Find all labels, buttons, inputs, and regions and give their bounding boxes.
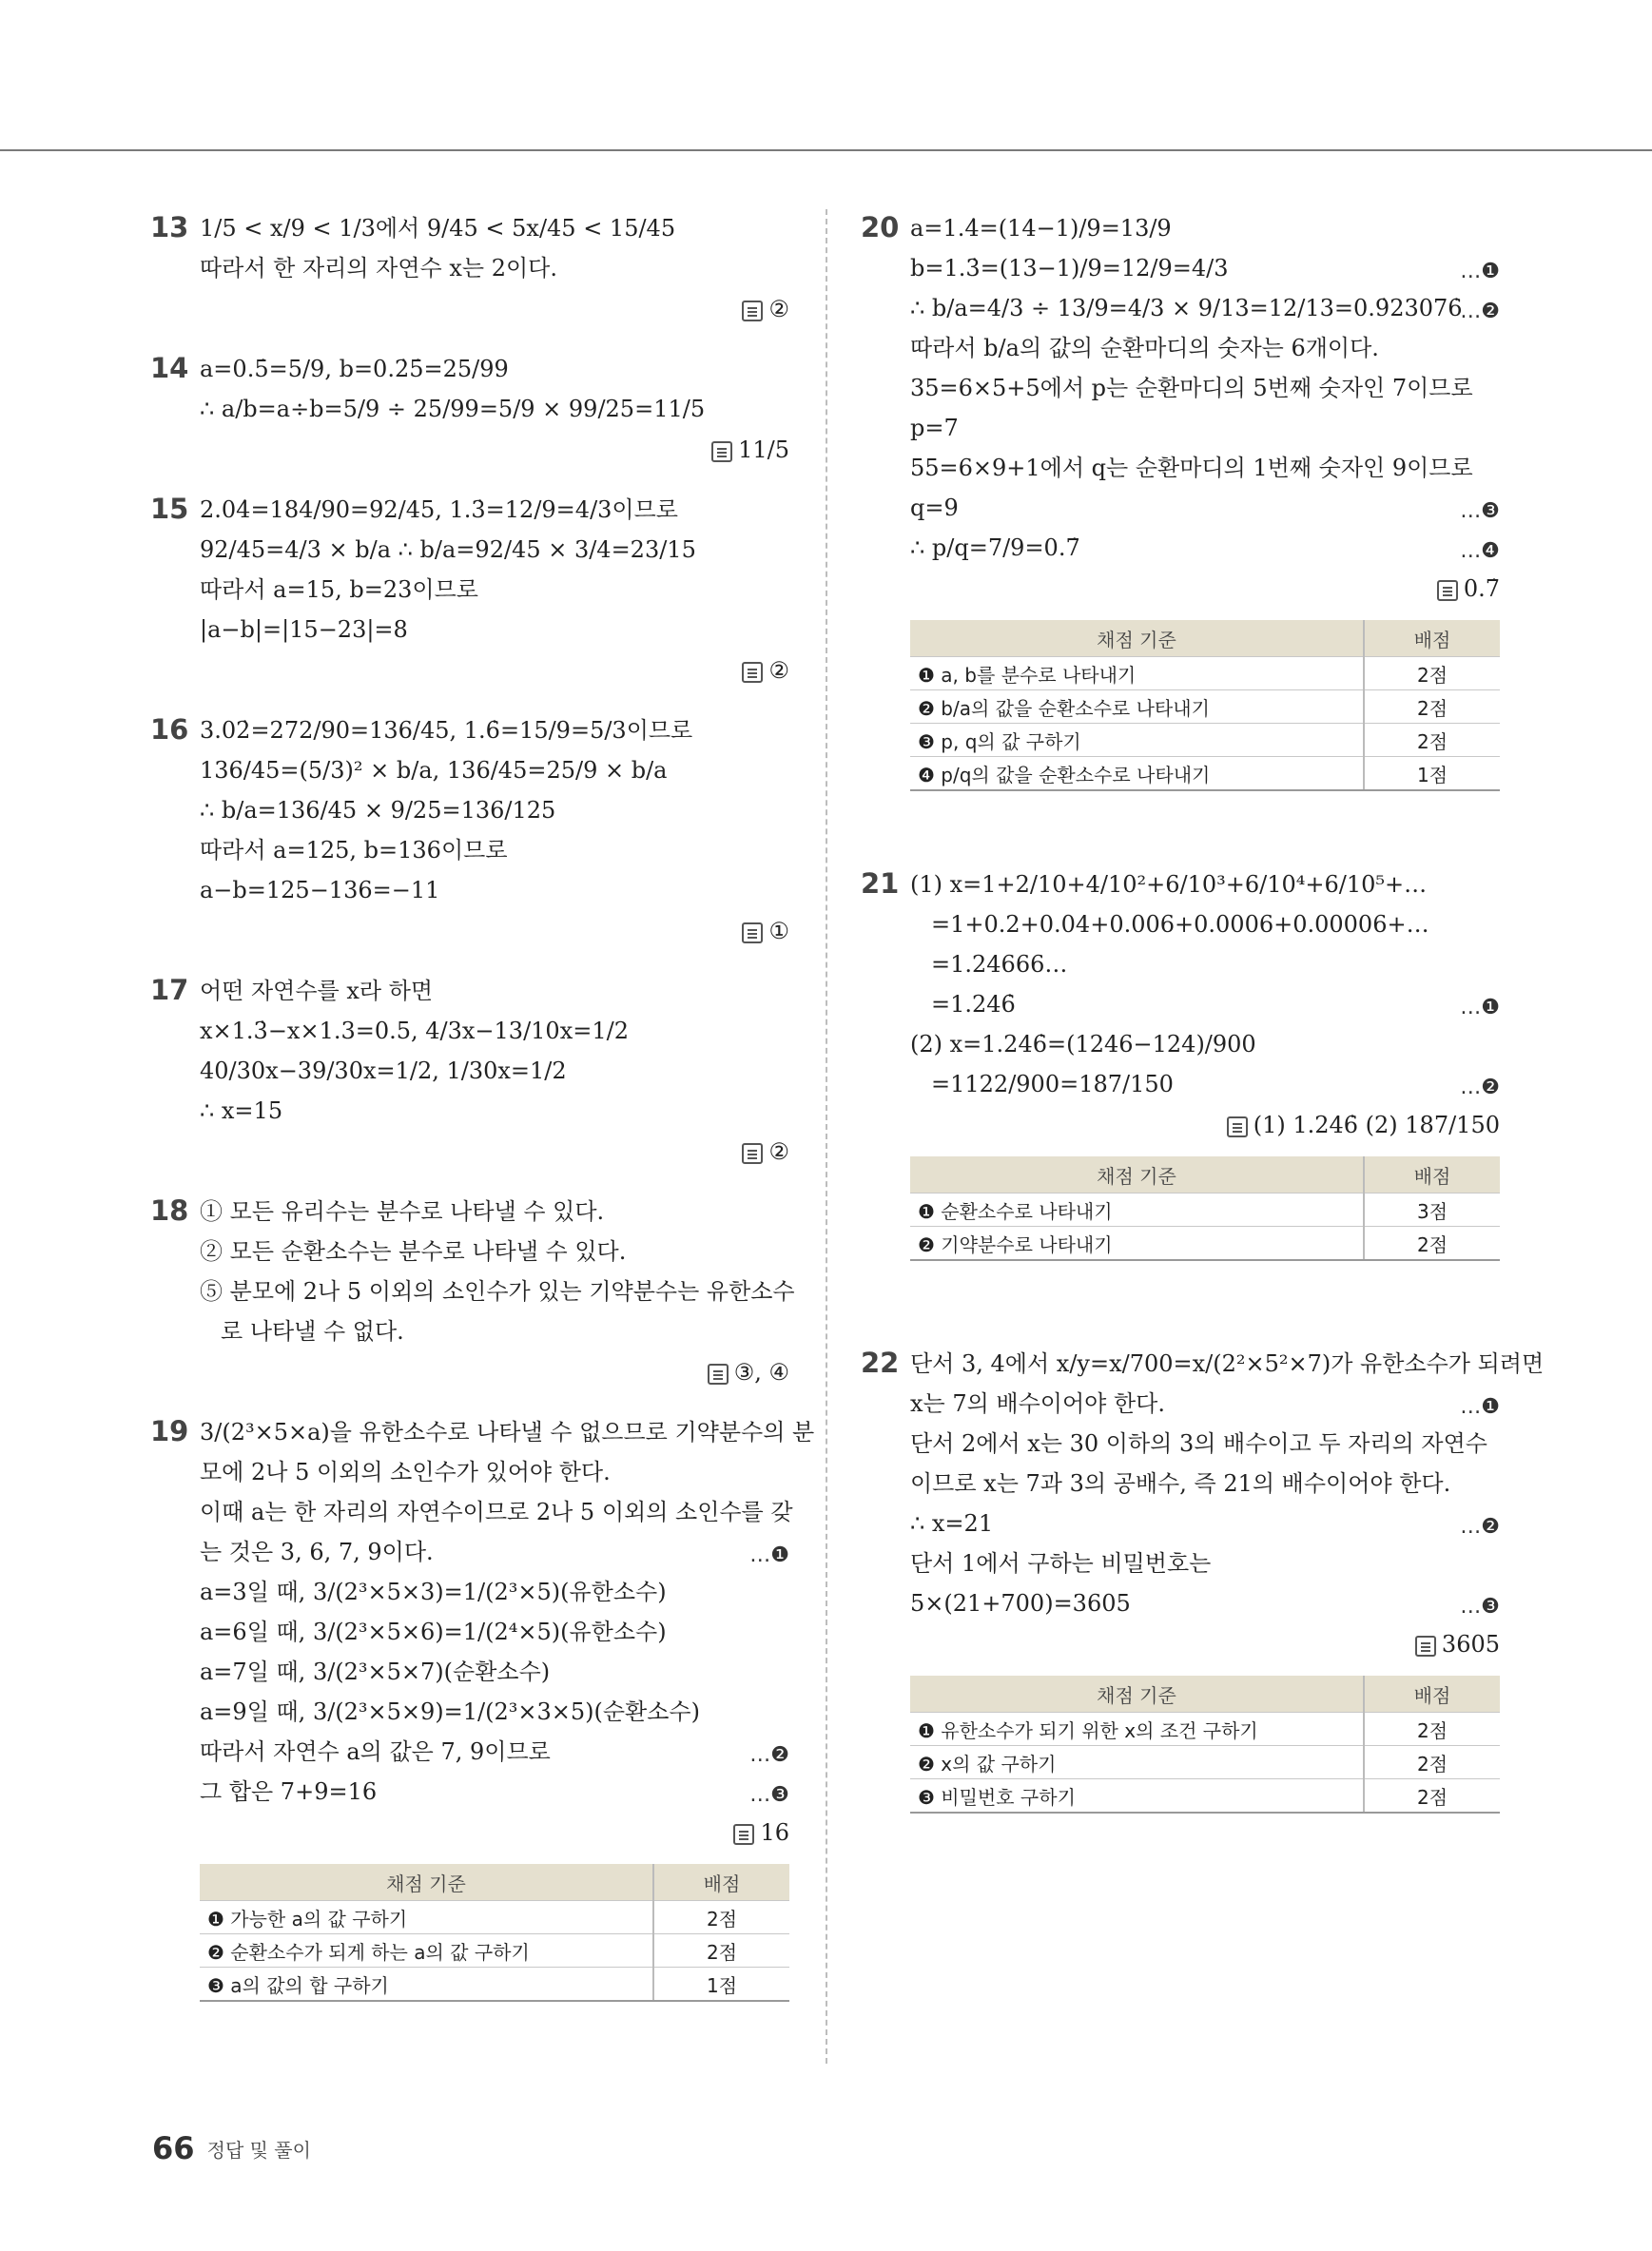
grading-table (910, 620, 1500, 791)
step-marker: …❶ (749, 1543, 789, 1567)
header-rule (0, 149, 1652, 151)
solution-text: 35=6×5+5에서 p는 순환마디의 5번째 숫자인 7이므로 (910, 375, 1473, 401)
solution-text: 단서 3, 4에서 x/y=x/700=x/(2²×5²×7)가 유한소수가 되려면 (910, 1350, 1545, 1377)
criterion-label: ❶ 가능한 a의 값 구하기 (200, 1901, 653, 1934)
problem-number: 15 (150, 493, 189, 525)
criterion-label: ❷ x의 값 구하기 (910, 1746, 1364, 1779)
problem-number: 21 (861, 867, 900, 900)
solution-line (910, 987, 1500, 1027)
solution-text: a=0.5̇=5/9, b=0.2̇5̇=25/99 (200, 356, 509, 382)
problem-number: 14 (150, 352, 189, 384)
solution-text: q=9 (910, 495, 959, 521)
answer-icon (1227, 1116, 1248, 1137)
table-row (910, 757, 1500, 791)
solution-line (200, 1274, 795, 1314)
solution-text: 는 것은 3, 6, 7, 9이다. (200, 1539, 434, 1565)
problem-number: 13 (150, 211, 189, 243)
solution-line (910, 1347, 1545, 1387)
table-row (910, 1713, 1500, 1746)
solution-text: 이때 a는 한 자리의 자연수이므로 2나 5 이외의 소인수를 갖 (200, 1499, 793, 1525)
table-row (200, 1968, 789, 2002)
answer-icon (742, 301, 763, 321)
problem-21 (861, 867, 1500, 1261)
solution-text: 따라서 b/a의 값의 순환마디의 숫자는 6개이다. (910, 335, 1379, 361)
solution-text: 그 합은 7+9=16 (200, 1778, 378, 1805)
solution-line (200, 1575, 789, 1615)
answer-icon (742, 662, 763, 683)
solution-line (200, 1194, 789, 1234)
solution-text: 3/(2³×5×a)을 유한소수로 나타낼 수 없으므로 기약분수의 분 (200, 1419, 815, 1446)
solution-line (910, 211, 1500, 251)
step-marker: …❸ (749, 1783, 789, 1807)
answer (200, 1814, 789, 1851)
solution-line (200, 753, 789, 793)
solution-body (200, 974, 789, 1170)
solution-line (910, 1546, 1500, 1586)
criterion-points: 2점 (1364, 1713, 1500, 1746)
problem-18 (150, 1194, 795, 1390)
criterion-label: ❸ p, q의 값 구하기 (910, 724, 1364, 757)
solution-line (200, 1314, 789, 1354)
answer (200, 913, 789, 949)
solution-body (200, 352, 789, 468)
solution-text: =1.24666… (931, 951, 1068, 978)
solution-text: 이므로 x는 7과 3의 공배수, 즉 21의 배수이어야 한다. (910, 1470, 1451, 1497)
solution-text: 2.04̇=184/90=92/45, 1.3̇=12/9=4/3이므로 (200, 496, 678, 523)
solution-text: ∴ b/a=4/3 ÷ 13/9=4/3 × 9/13=12/13=0.9̇23076̇ (910, 295, 1463, 321)
answer-text: ② (768, 296, 789, 322)
solution-line (200, 493, 789, 533)
criterion-points: 2점 (1364, 1779, 1500, 1814)
problem-number: 18 (150, 1194, 189, 1227)
solution-text: =1.246̇ (931, 991, 1016, 1018)
problem-17 (150, 974, 789, 1170)
solution-text: 로 나타낼 수 없다. (221, 1318, 404, 1345)
answer (200, 1354, 789, 1390)
answer-text: 16 (760, 1819, 789, 1846)
answer-text: (1) 1.246̇ (2) 187/150 (1253, 1112, 1500, 1138)
solution-text: a=7일 때, 3/(2³×5×7)(순환소수) (200, 1659, 551, 1685)
solution-line (910, 411, 1500, 451)
solution-line (200, 572, 789, 612)
grading-header: 배점 (1364, 1676, 1500, 1713)
criterion-points: 1점 (653, 1968, 789, 2002)
grading-header: 채점 기준 (910, 1676, 1364, 1713)
solution-text: a−b=125−136=−11 (200, 877, 440, 903)
solution-body (910, 1347, 1545, 1814)
grading-header-row (910, 1676, 1500, 1713)
solution-line (200, 1735, 789, 1775)
answer-text: ① (768, 918, 789, 944)
table-row (910, 724, 1500, 757)
solution-text: ② 모든 순환소수는 분수로 나타낼 수 있다. (200, 1238, 627, 1265)
answer-icon (1437, 580, 1458, 601)
solution-text: 따라서 한 자리의 자연수 x는 2이다. (200, 255, 557, 281)
step-marker: …❷ (1460, 1076, 1500, 1099)
solution-text: 1/5 < x/9 < 1/3에서 9/45 < 5x/45 < 15/45 (200, 215, 676, 242)
solution-text: 모에 2나 5 이외의 소인수가 있어야 한다. (200, 1459, 611, 1485)
left-column (150, 211, 815, 2027)
step-marker: …❶ (1460, 260, 1500, 283)
solution-line (200, 713, 789, 753)
solution-line (910, 1027, 1500, 1067)
criterion-points: 2점 (1364, 1746, 1500, 1779)
solution-line (200, 251, 789, 291)
solution-line (910, 371, 1500, 411)
answer (910, 571, 1500, 607)
solution-body (200, 493, 789, 689)
solution-text: ∴ x=15 (200, 1097, 283, 1124)
solution-text: 92/45=4/3 × b/a ∴ b/a=92/45 × 3/4=23/15 (200, 536, 696, 563)
solution-text: =1122/900=187/150 (931, 1071, 1174, 1097)
criterion-points: 3점 (1364, 1193, 1500, 1227)
answer (910, 1626, 1500, 1662)
problem-14 (150, 352, 789, 468)
step-marker: …❹ (1460, 539, 1500, 563)
solution-line (910, 1586, 1500, 1626)
solution-line (910, 1067, 1500, 1107)
grading-header: 배점 (1364, 620, 1500, 657)
solution-text: 따라서 a=125, b=136이므로 (200, 837, 508, 864)
solution-text: ∴ p/q=7/9=0.7̇ (910, 534, 1080, 561)
step-marker: …❸ (1460, 1595, 1500, 1619)
grading-header: 채점 기준 (200, 1864, 653, 1901)
criterion-points: 2점 (653, 1934, 789, 1968)
solution-line (200, 1415, 815, 1455)
grading-header: 채점 기준 (910, 1156, 1364, 1193)
solution-line (200, 873, 789, 913)
step-marker: …❸ (1460, 499, 1500, 523)
solution-line (200, 974, 789, 1014)
criterion-points: 2점 (1364, 657, 1500, 690)
solution-text: 40/30x−39/30x=1/2, 1/30x=1/2 (200, 1058, 567, 1084)
solution-line (910, 531, 1500, 571)
solution-line (910, 291, 1500, 331)
criterion-label: ❸ a의 값의 합 구하기 (200, 1968, 653, 2002)
solution-line (200, 1094, 789, 1134)
footer-label: 정답 및 풀이 (206, 2138, 311, 2162)
criterion-label: ❸ 비밀번호 구하기 (910, 1779, 1364, 1814)
solution-line (910, 1387, 1500, 1426)
step-marker: …❶ (1460, 996, 1500, 1019)
table-row (910, 1193, 1500, 1227)
solution-text: p=7 (910, 415, 959, 441)
solution-line (910, 251, 1500, 291)
solution-text: ∴ x=21 (910, 1510, 994, 1537)
grading-header: 배점 (1364, 1156, 1500, 1193)
answer-icon (742, 922, 763, 943)
problem-20 (861, 211, 1500, 791)
table-row (910, 657, 1500, 690)
solution-text: ∴ a/b=a÷b=5/9 ÷ 25/99=5/9 × 99/25=11/5 (200, 396, 706, 422)
solution-body (200, 1415, 815, 2002)
solution-text: ⑤ 분모에 2나 5 이외의 소인수가 있는 기약분수는 유한소수 (200, 1278, 795, 1305)
solution-line (200, 1615, 789, 1655)
solution-text: 따라서 a=15, b=23이므로 (200, 576, 478, 603)
solution-line (200, 352, 789, 392)
table-row (910, 1746, 1500, 1779)
problem-number: 17 (150, 974, 189, 1006)
solution-text: a=3일 때, 3/(2³×5×3)=1/(2³×5)(유한소수) (200, 1579, 667, 1605)
solution-body (910, 211, 1500, 791)
solution-body (200, 211, 789, 327)
problem-number: 16 (150, 713, 189, 746)
table-row (910, 1227, 1500, 1261)
column-divider (826, 209, 827, 2064)
solution-line (910, 947, 1500, 987)
grading-table (910, 1156, 1500, 1261)
solution-line (910, 451, 1500, 491)
solution-text: b=1.3̇=(13−1)/9=12/9=4/3 (910, 255, 1229, 281)
problem-19 (150, 1415, 815, 2002)
solution-line (200, 1655, 789, 1695)
solution-text: (1) x=1+2/10+4/10²+6/10³+6/10⁴+6/10⁵+… (910, 871, 1428, 898)
solution-line (200, 1054, 789, 1094)
page-footer (152, 2130, 311, 2166)
step-marker: …❷ (1460, 1515, 1500, 1539)
answer-icon (733, 1824, 754, 1845)
solution-line (910, 1426, 1500, 1466)
grading-header-row (910, 1156, 1500, 1193)
solution-text: 단서 2에서 x는 30 이하의 3의 배수이고 두 자리의 자연수 (910, 1430, 1487, 1457)
solution-line (200, 1234, 789, 1274)
right-column (861, 211, 1545, 1838)
solution-text: |a−b|=|15−23|=8 (200, 616, 408, 643)
solution-text: ① 모든 유리수는 분수로 나타낼 수 있다. (200, 1198, 605, 1225)
solution-line (200, 1495, 793, 1535)
solution-text: 5×(21+700)=3605 (910, 1590, 1131, 1617)
grading-header-row (910, 620, 1500, 657)
answer-icon (708, 1364, 729, 1385)
answer-text: 11/5 (738, 437, 789, 463)
criterion-points: 1점 (1364, 757, 1500, 791)
criterion-label: ❷ b/a의 값을 순환소수로 나타내기 (910, 690, 1364, 724)
grading-header-row (200, 1864, 789, 1901)
solution-line (910, 331, 1500, 371)
step-marker: …❷ (749, 1743, 789, 1767)
grading-table (200, 1864, 789, 2002)
step-marker: …❷ (1460, 300, 1500, 323)
solution-line (910, 907, 1500, 947)
answer-text: ③, ④ (733, 1359, 789, 1386)
solution-text: ∴ b/a=136/45 × 9/25=136/125 (200, 797, 556, 824)
page-number: 66 (152, 2130, 195, 2166)
solution-body (200, 1194, 795, 1390)
problem-22 (861, 1347, 1545, 1814)
solution-line (200, 392, 789, 432)
solution-text: (2) x=1.246̇=(1246−124)/900 (910, 1031, 1256, 1058)
criterion-points: 2점 (653, 1901, 789, 1934)
solution-line (200, 211, 789, 251)
answer-text: 0.7̇ (1463, 575, 1500, 602)
solution-line (910, 1506, 1500, 1546)
solution-line (200, 1455, 789, 1495)
problem-13 (150, 211, 789, 327)
solution-line (910, 1466, 1500, 1506)
solution-line (200, 612, 789, 652)
solution-text: 단서 1에서 구하는 비밀번호는 (910, 1550, 1212, 1577)
criterion-label: ❶ a, b를 분수로 나타내기 (910, 657, 1364, 690)
table-row (910, 1779, 1500, 1814)
solution-line (910, 867, 1500, 907)
grading-header: 채점 기준 (910, 620, 1364, 657)
table-row (200, 1901, 789, 1934)
solution-text: a=1.4̇=(14−1)/9=13/9 (910, 215, 1172, 242)
problem-number: 19 (150, 1415, 189, 1447)
table-row (910, 690, 1500, 724)
answer (200, 432, 789, 468)
solution-text: a=6일 때, 3/(2³×5×6)=1/(2⁴×5)(유한소수) (200, 1619, 667, 1645)
criterion-label: ❷ 순환소수가 되게 하는 a의 값 구하기 (200, 1934, 653, 1968)
solution-line (200, 1535, 789, 1575)
criterion-points: 2점 (1364, 690, 1500, 724)
problem-number: 22 (861, 1347, 900, 1379)
criterion-label: ❶ 유한소수가 되기 위한 x의 조건 구하기 (910, 1713, 1364, 1746)
criterion-points: 2점 (1364, 1227, 1500, 1261)
answer (200, 652, 789, 689)
criterion-label: ❷ 기약분수로 나타내기 (910, 1227, 1364, 1261)
solution-line (910, 491, 1500, 531)
problem-15 (150, 493, 789, 689)
criterion-points: 2점 (1364, 724, 1500, 757)
solution-text: =1+0.2+0.04+0.006+0.0006+0.00006+… (931, 911, 1429, 938)
solution-body (910, 867, 1500, 1261)
answer (200, 1134, 789, 1170)
answer-icon (711, 441, 732, 462)
problem-16 (150, 713, 789, 949)
solution-body (200, 713, 789, 949)
solution-text: 어떤 자연수를 x라 하면 (200, 978, 434, 1004)
answer-icon (742, 1143, 763, 1164)
solution-line (200, 1775, 789, 1814)
solution-line (200, 1014, 789, 1054)
solution-text: a=9일 때, 3/(2³×5×9)=1/(2³×3×5)(순환소수) (200, 1698, 700, 1725)
solution-text: 따라서 자연수 a의 값은 7, 9이므로 (200, 1738, 551, 1765)
step-marker: …❶ (1460, 1395, 1500, 1419)
answer-icon (1415, 1636, 1436, 1657)
solution-text: 55=6×9+1에서 q는 순환마디의 1번째 숫자인 9이므로 (910, 455, 1473, 481)
criterion-label: ❹ p/q의 값을 순환소수로 나타내기 (910, 757, 1364, 791)
grading-header: 배점 (653, 1864, 789, 1901)
answer-text: 3605 (1441, 1631, 1500, 1658)
answer (200, 291, 789, 327)
solution-line (200, 533, 789, 572)
criterion-label: ❶ 순환소수로 나타내기 (910, 1193, 1364, 1227)
answer (910, 1107, 1500, 1143)
solution-line (200, 1695, 789, 1735)
answer-text: ② (768, 1138, 789, 1165)
solution-line (200, 793, 789, 833)
solution-text: 3.02̇=272/90=136/45, 1.6̇=15/9=5/3이므로 (200, 717, 693, 744)
problem-number: 20 (861, 211, 900, 243)
solution-text: 136/45=(5/3)² × b/a, 136/45=25/9 × b/a (200, 757, 668, 784)
solution-text: x는 7의 배수이어야 한다. (910, 1390, 1165, 1417)
solution-line (200, 833, 789, 873)
solution-text: x×1.3̇−x×1.3=0.5, 4/3x−13/10x=1/2 (200, 1018, 629, 1044)
answer-text: ② (768, 657, 789, 684)
grading-table (910, 1676, 1500, 1814)
table-row (200, 1934, 789, 1968)
